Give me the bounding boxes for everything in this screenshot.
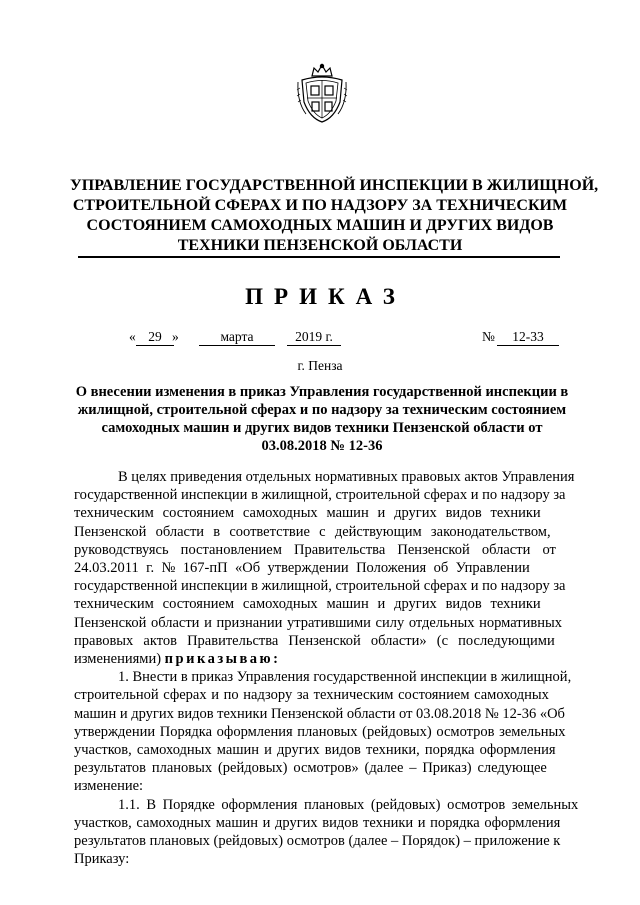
subject-line: жилищной, строительной сферах и по надзору за техническим состоянием [77,402,567,418]
body-line: машин и других видов техники Пензенской области от 03.08.2018 № 12-36 «Об [74,705,565,722]
org-header-line: УПРАВЛЕНИЕ ГОСУДАРСТВЕННОЙ ИНСПЕКЦИИ В ЖИЛИЩНОЙ, [70,177,599,194]
org-header-line: СОСТОЯНИЕМ САМОХОДНЫХ МАШИН И ДРУГИХ ВИДОВ [86,217,554,234]
document-title: ПРИКАЗ [245,284,406,309]
city: г. Пенза [297,358,343,373]
document-body [74,468,594,868]
number-label: № [482,329,495,344]
body-line: государственной инспекции в жилищной, строительной сферах и по надзору за [74,487,566,504]
body-line: результатов плановых (рейдовых) осмотров» (далее – Приказ) следующее [74,760,547,777]
body-line: правовых актов Правительства Пензенской области» (с последующими [74,632,555,649]
body-line: участков, самоходных машин и других видов техники, порядка оформления [74,742,556,759]
body-line-text: изменениями) [74,651,162,668]
body-line: 1.1. В Порядке оформления плановых (рейдовых) осмотров земельных [118,796,579,813]
date-day: 29 [136,329,174,346]
body-line: изменение: [74,778,144,795]
body-line-with-order [74,650,594,668]
body-line: Приказу: [74,851,130,868]
coat-of-arms-emblem [296,62,348,126]
subject-line: самоходных машин и других видов техники Пензенской области от [101,420,543,436]
body-line: участков, самоходных машин и других видов техники и порядка оформления [74,814,561,831]
body-line: техническим состоянием самоходных машин и других видов техники [74,596,541,613]
subject-line: 03.08.2018 № 12-36 [261,438,383,454]
body-line: руководствуясь постановлением Правительства Пензенской области от [74,541,556,558]
date-open-quote: « [129,329,136,344]
body-line: Пензенской области и признании утратившими силу отдельных нормативных [74,614,562,631]
body-line: строительной сферах и по надзору за техническим состоянием самоходных [74,687,549,704]
document-number: 12-33 [497,329,559,346]
body-line: 1. Внести в приказ Управления государственной инспекции в жилищной, [118,669,572,686]
body-line: утверждении Порядка оформления плановых (рейдовых) осмотров земельных [74,723,566,740]
subject-line: О внесении изменения в приказ Управления государственной инспекции в [75,384,569,400]
body-line: В целях приведения отдельных нормативных правовых актов Управления [118,469,575,485]
date-year: 2019 г. [287,329,341,346]
organization-header [70,176,599,256]
body-line: результатов плановых (рейдовых) осмотров (далее – Порядок) – приложение к [74,833,561,850]
date-month: марта [199,329,275,346]
org-header-line: ТЕХНИКИ ПЕНЗЕНСКОЙ ОБЛАСТИ [177,237,463,254]
document-subject [74,383,570,455]
date-close-quote: » [172,329,179,344]
header-divider [78,256,560,258]
body-line: Пензенской области в соответствие с действующим законодательством, [74,523,551,540]
body-line: 24.03.2011 г. № 167-пП «Об утверждении Положения об Управлении [74,560,530,577]
body-line: техническим состоянием самоходных машин и других видов техники [74,505,541,522]
org-header-line: СТРОИТЕЛЬНОЙ СФЕРАХ И ПО НАДЗОРУ ЗА ТЕХНИЧЕСКИМ [72,197,568,214]
body-line: государственной инспекции в жилищной, строительной сферах и по надзору за [74,578,566,595]
order-word: приказываю: [164,651,281,668]
